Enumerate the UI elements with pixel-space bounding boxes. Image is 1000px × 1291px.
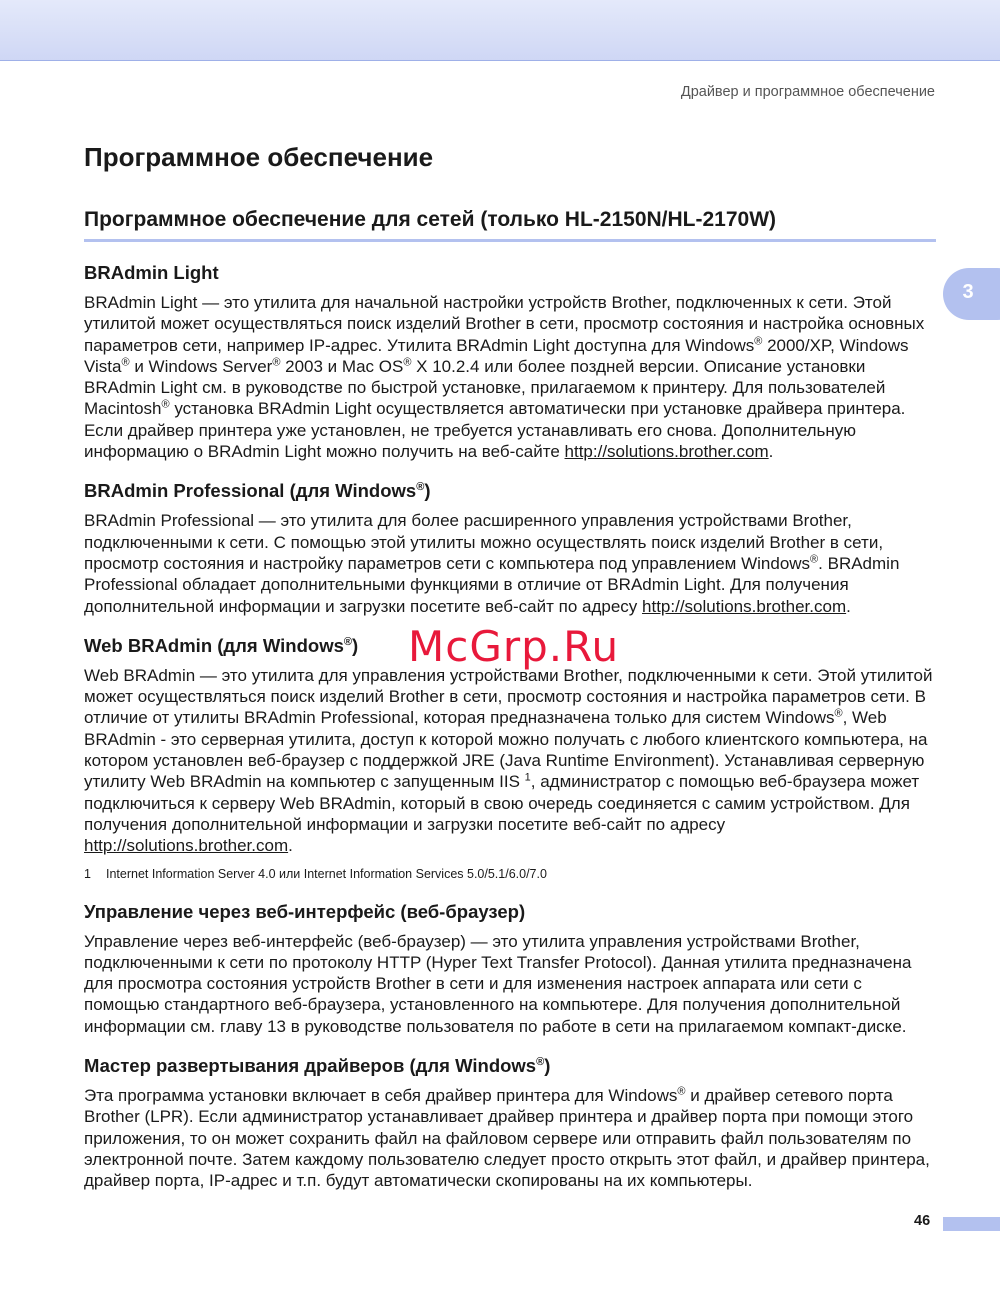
- bradmin-pro-heading: BRAdmin Professional (для Windows®): [84, 480, 431, 502]
- solutions-link[interactable]: http://solutions.brother.com: [564, 442, 769, 462]
- footnote: 1 Internet Information Server 4.0 или Internet Information Services 5.0/5.1/6.0/7.0: [84, 866, 547, 881]
- page-content: [84, 138, 936, 1192]
- running-title: Драйвер и программное обеспечение: [680, 84, 935, 100]
- web-management-heading: Управление через веб-интерфейс (веб-браузер): [84, 900, 526, 922]
- solutions-link[interactable]: http://solutions.brother.com: [84, 836, 289, 856]
- driver-wizard-heading: Мастер развертывания драйверов (для Windows®): [84, 1055, 551, 1077]
- web-bradmin-heading: Web BRAdmin (для Windows®): [84, 634, 359, 656]
- footnote-ref: 1: [524, 771, 531, 784]
- page-title: Программное обеспечение: [84, 142, 434, 172]
- web-management-text: Управление через веб-интерфейс (веб-браузер) — это утилита управления устройствами Brother, подключенными к сети по протоколу HTTP (Hyper Text Transfer Protocol). Данная утилита предназначена для просмотра состояния устройств Brother в сети и для изменения настроек аппарата или сети с помощью стандартного веб-браузера, установленного на компьютере. Для получения дополнительной информации см. главу 13 в руководстве пользователя по работе в сети на прилагаемом компакт-диске.: [84, 931, 912, 1036]
- watermark: McGrp.Ru: [408, 622, 620, 671]
- page-tab: [943, 1217, 1000, 1231]
- bradmin-light-text: BRAdmin Light — это утилита для начальной настройки устройств Brother, подключенных к сети. Этой утилитой может осуществляться поиск изделий Brother в сети, просмотр состояния и настройка основных параметров сети, например IP-адрес. Утилита BRAdmin Light доступна для Windows® 2000/XP, Windows Vista® и Windows Server® 2003 и Mac OS® X 10.2.4 или более поздней версии. Описание установки BRAdmin Light см. в руководстве по быстрой установке, прилагаемом к принтеру. Для пользователей Macintosh® установка BRAdmin Light осуществляется автоматически при установке драйвера принтера. Если драйвер принтера уже установлен, не требуется устанавливать его снова. Дополнительную информацию о BRAdmin Light можно получить на веб-сайте http://solutions.brother.com.: [84, 293, 925, 462]
- bradmin-pro-text: BRAdmin Professional — это утилита для более расширенного управления устройствами Brother, подключенными к сети. С помощью этой утилиты можно осуществлять поиск изделий Brother в сети, просмотр состояния и настройку параметров сети с компьютера под управлением Windows®. BRAdmin Professional обладает дополнительными функциями в отличие от BRAdmin Light. Для получения дополнительной информации и загрузки посетите веб-сайт по адресу http://solutions.brother.com.: [84, 511, 900, 616]
- web-bradmin-text: Web BRAdmin — это утилита для управления устройствами Brother, подключенными к сети. Этой утилитой может осуществляться поиск изделий Brother в сети, просмотр состояния и настройка параметров сети. В отличие от утилиты BRAdmin Professional, которая предназначена только для систем Windows®, Web BRAdmin - это серверная утилита, доступ к которой можно получать с любого клиентского компьютера, на котором установлен веб-браузер с поддержкой JRE (Java Runtime Environment). Устанавливая серверную утилиту Web BRAdmin на компьютер с запущенным IIS $^1$, администратор с помощью веб-браузера может подключиться к серверу Web BRAdmin, который в свою очередь соединяется с самим устройством. Для получения дополнительной информации и загрузки посетите веб-сайт по адресу http://solutions.brother.com.: [84, 665, 933, 856]
- driver-wizard-text: Эта программа установки включает в себя драйвер принтера для Windows® и драйвер сетевого порта Brother (LPR). Если администратор устанавливает драйвер принтера и драйвер порта при помощи этого приложения, то он может сохранить файл на файловом сервере или отправить файл пользователям по электронной почте. Затем каждому пользователю следует просто открыть этот файл, и драйвер принтера, драйвер порта, IP-адрес и т.п. будут автоматически скопированы на их компьютеры.: [84, 1085, 930, 1191]
- chapter-number: 3: [962, 281, 974, 303]
- solutions-link[interactable]: http://solutions.brother.com: [642, 596, 847, 616]
- section-title: Программное обеспечение для сетей (только HL-2150N/HL-2170W): [84, 205, 936, 242]
- header-band: [0, 0, 1000, 61]
- page-number: 46: [914, 1213, 931, 1229]
- bradmin-light-heading: BRAdmin Light: [84, 262, 219, 283]
